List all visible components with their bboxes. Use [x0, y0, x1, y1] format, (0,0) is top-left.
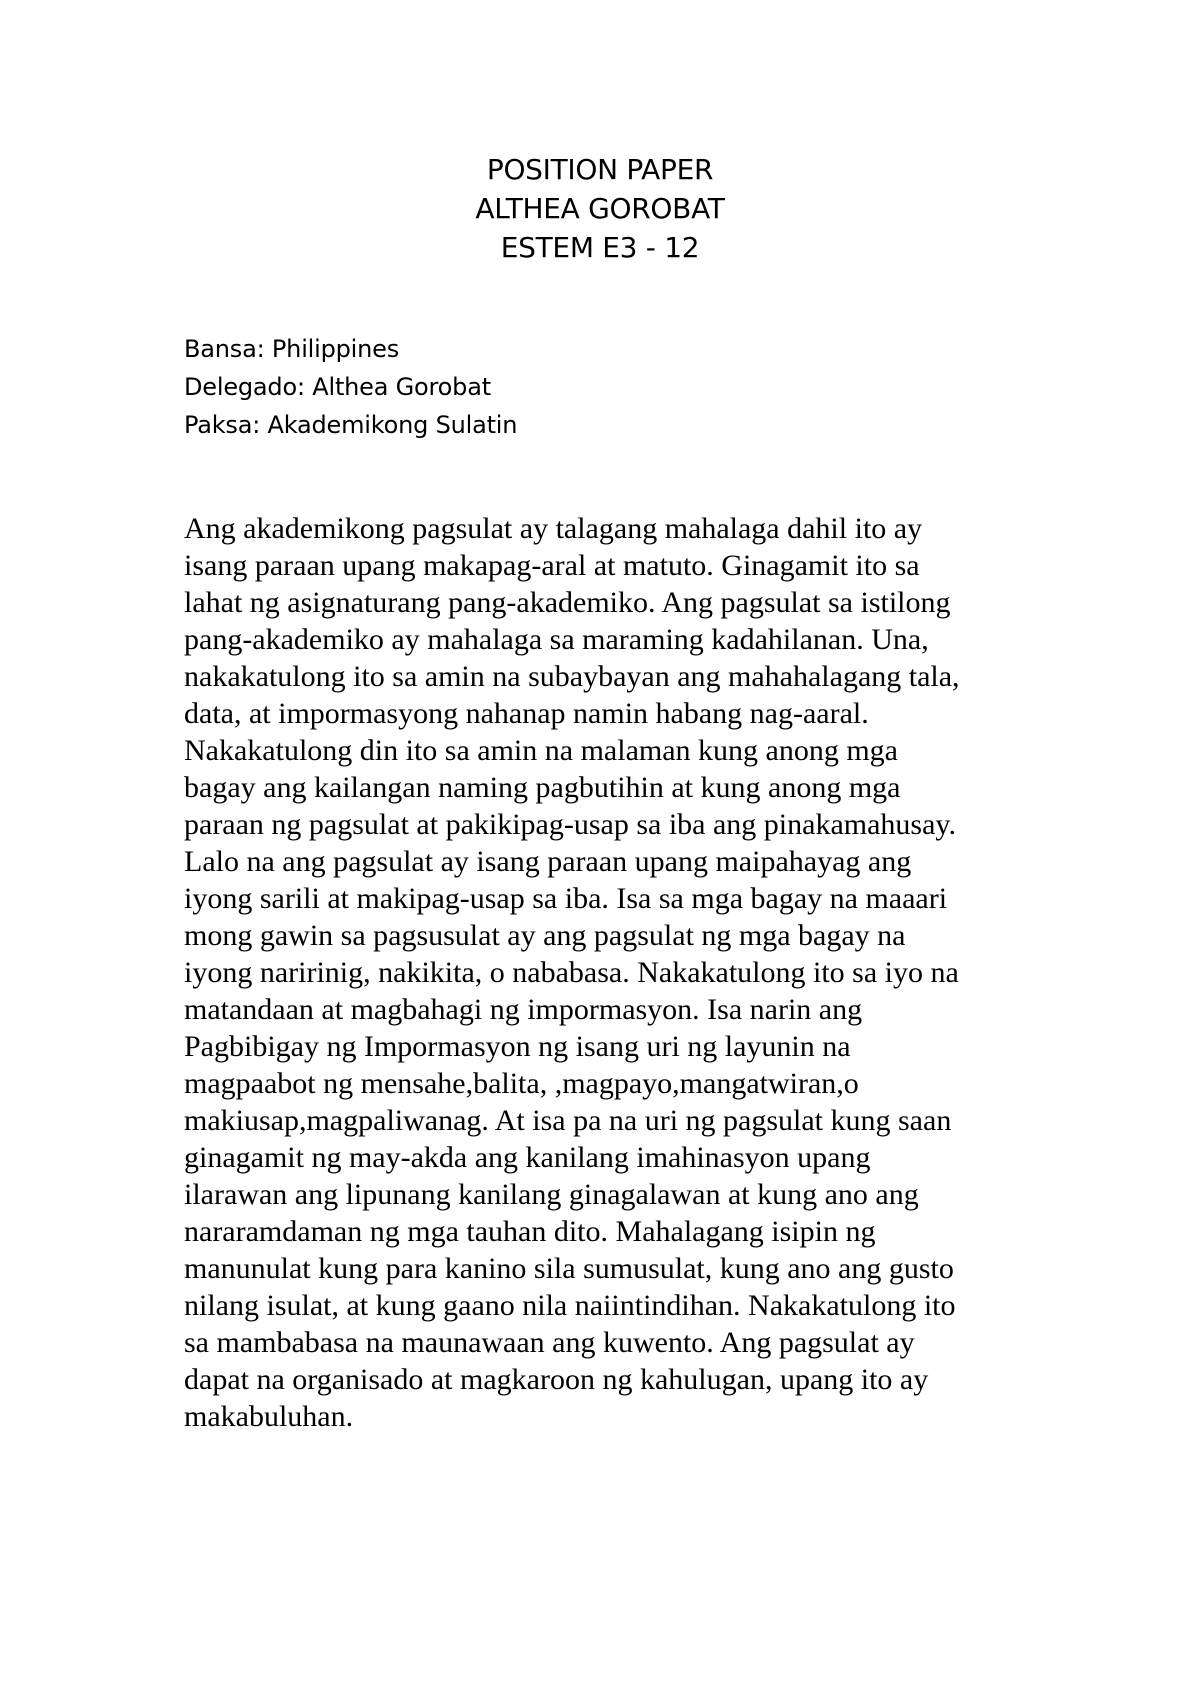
body-line: makiusap,magpaliwanag. At isa pa na uri ng pagsulat kung saan [184, 1104, 952, 1137]
body-line: matandaan at magbahagi ng impormasyon. Isa narin ang [184, 993, 863, 1026]
document-meta [184, 330, 517, 444]
body-line: Nakakatulong din ito sa amin na malaman kung anong mga [184, 734, 898, 767]
body-line: sa mambabasa na maunawaan ang kuwento. Ang pagsulat ay [184, 1326, 915, 1359]
body-line: Pagbibigay ng Impormasyon ng isang uri ng layunin na [184, 1030, 851, 1063]
body-line: bagay ang kailangan naming pagbutihin at kung anong mga [184, 771, 901, 804]
body-line: magpaabot ng mensahe,balita, ,magpayo,mangatwiran,o [184, 1067, 859, 1100]
body-line: pang-akademiko ay mahalaga sa maraming kadahilanan. Una, [184, 623, 929, 656]
body-line: data, at impormasyong nahanap namin habang nag-aaral. [184, 697, 869, 730]
delegate-line: Delegado: Althea Gorobat [184, 373, 491, 401]
body-line: makabuluhan. [184, 1400, 354, 1433]
topic-line: Paksa: Akademikong Sulatin [184, 411, 518, 439]
document-header [400, 150, 800, 267]
body-line: nakakatulong ito sa amin na subaybayan ang mahahalagang tala, [184, 660, 960, 693]
country-line: Bansa: Philippines [184, 335, 400, 363]
body-paragraph [184, 510, 1064, 1435]
body-line: nararamdaman ng mga tauhan dito. Mahalagang isipin ng [184, 1215, 876, 1248]
body-line: manunulat kung para kanino sila sumusulat, kung ano ang gusto [184, 1252, 954, 1285]
body-line: iyong sarili at makipag-usap sa iba. Isa sa mga bagay na maaari [184, 882, 948, 915]
body-line: mong gawin sa pagsusulat ay ang pagsulat ng mga bagay na [184, 919, 906, 952]
body-line: ginagamit ng may-akda ang kanilang imahinasyon upang [184, 1141, 871, 1174]
author-name: ALTHEA GOROBAT [475, 192, 725, 225]
body-line: dapat na organisado at magkaroon ng kahulugan, upang ito ay [184, 1363, 929, 1396]
body-line: Lalo na ang pagsulat ay isang paraan upang maipahayag ang [184, 845, 912, 878]
body-line: nilang isulat, at kung gaano nila naiintindihan. Nakakatulong ito [184, 1289, 956, 1322]
body-line: ilarawan ang lipunang kanilang ginagalawan at kung ano ang [184, 1178, 919, 1211]
class-section: ESTEM E3 - 12 [500, 231, 700, 264]
body-line: isang paraan upang makapag-aral at matuto. Ginagamit ito sa [184, 549, 920, 582]
body-line: lahat ng asignaturang pang-akademiko. Ang pagsulat sa istilong [184, 586, 951, 619]
document-title: POSITION PAPER [486, 153, 714, 186]
body-line: paraan ng pagsulat at pakikipag-usap sa iba ang pinakamahusay. [184, 808, 956, 841]
body-line: Ang akademikong pagsulat ay talagang mahalaga dahil ito ay [184, 512, 923, 545]
body-line: iyong naririnig, nakikita, o nababasa. Nakakatulong ito sa iyo na [184, 956, 959, 989]
